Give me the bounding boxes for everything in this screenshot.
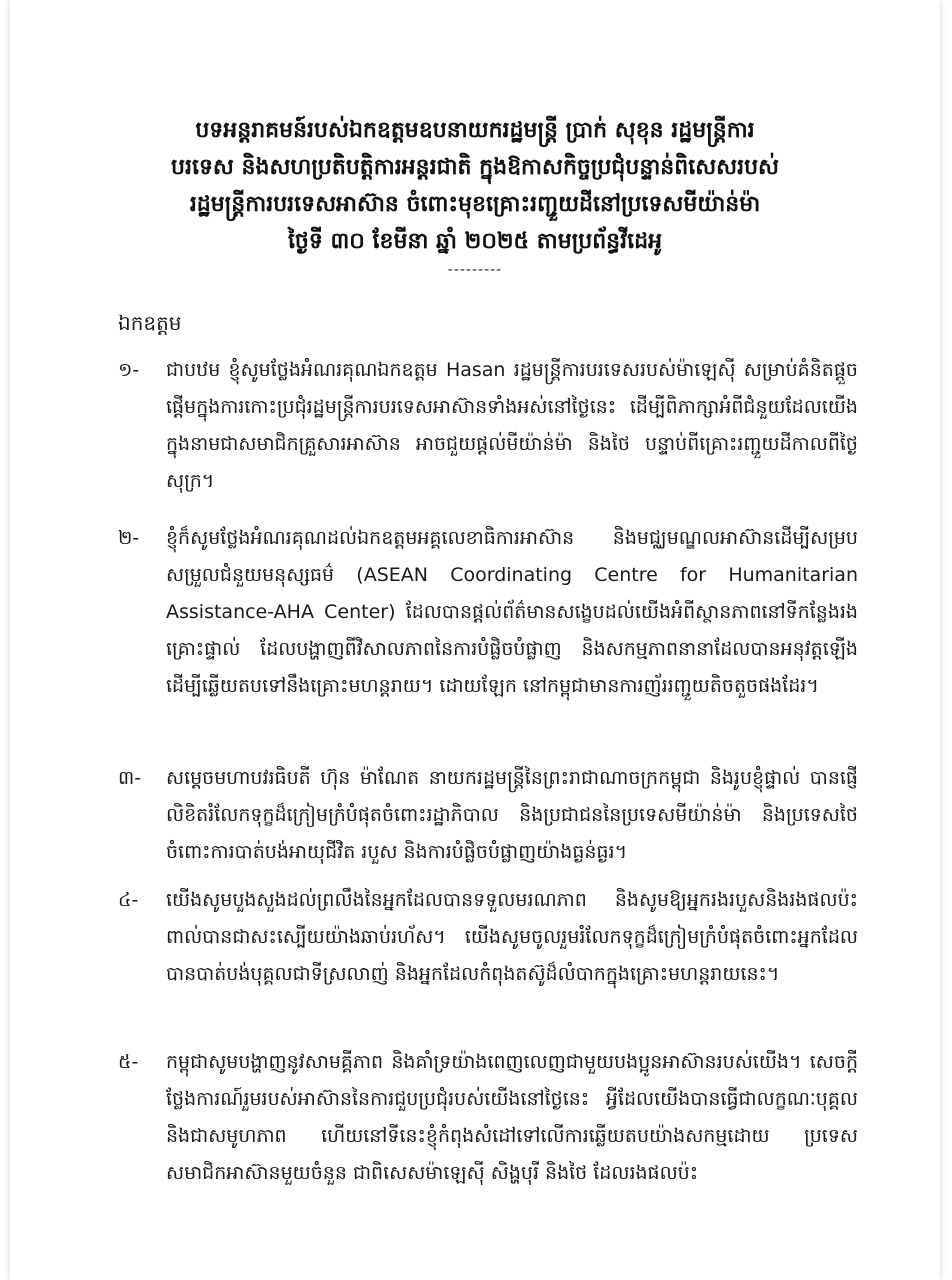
paragraph-1 — [118, 352, 858, 500]
paragraph-3 — [118, 760, 858, 871]
paragraph-number: ១- — [118, 359, 140, 381]
paragraph-text: ជាបឋម ខ្ញុំសូមថ្លែងអំណរគុណឯកឧត្តម Hasan រដ្ឋមន្ត្រីការបរទេសរបស់ម៉ាឡេស៊ី សម្រាប់គំនិតផ្តួចផ្តើមក្នុងការកោះប្រជុំរដ្ឋមន្ត្រីការបរទេសអាស៊ានទាំងអស់នៅថ្ងៃនេះ ដើម្បីពិភាក្សាអំពីជំនួយដែលយើង ក្នុងនាមជាសមាជិកគ្រួសារអាស៊ាន អាចជួយផ្តល់មីយ៉ាន់ម៉ា និងថៃ បន្ទាប់ពីគ្រោះរញ្ជួយដីកាលពីថ្ងៃសុក្រ។ — [166, 359, 858, 492]
paragraph-4 — [118, 882, 858, 993]
paragraph-5 — [118, 1044, 858, 1192]
paragraph-text: យើងសូមបួងសួងដល់ព្រលឹងនៃអ្នកដែលបានទទួលមរណភាព និងសូមឱ្យអ្នករងរបួសនិងរងផលប៉ះពាល់បានជាសះស្បើយយ៉ាងឆាប់រហ័ស។ យើងសូមចូលរួមរំលែកទុក្ខដ៏ក្រៀមក្រំបំផុតចំពោះអ្នកដែលបានបាត់បង់បុគ្គលជាទីស្រលាញ់ និងអ្នកដែលកំពុងតស៊ូដ៏លំបាកក្នុងគ្រោះមហន្តរាយនេះ។ — [166, 889, 858, 985]
salutation: ឯកឧត្តម — [118, 311, 182, 335]
title-line: បទអន្តរាគមន៍របស់ឯកឧត្តមឧបនាយករដ្ឋមន្ត្រី ប្រាក់ សុខុន រដ្ឋមន្ត្រីការ — [195, 118, 755, 143]
title-line: បរទេស និងសហប្រតិបត្តិការអន្តរជាតិ ក្នុងឱកាសកិច្ចប្រជុំបន្ទាន់ពិសេសរបស់ — [171, 155, 779, 180]
title-line: ថ្ងៃទី ៣០ ខែមីនា ឆ្នាំ ២០២៥ តាមប្រព័ន្ធវីដេអូ — [287, 229, 663, 254]
paragraph-text: សម្តេចមហាបវរធិបតី ហ៊ុន ម៉ាណែត នាយករដ្ឋមន្ត្រីនៃព្រះរាជាណាចក្រកម្ពុជា និងរូបខ្ញុំផ្ទាល់ បានផ្ញើលិខិតរំលែកទុក្ខដ៏ក្រៀមក្រំបំផុតចំពោះរដ្ឋាភិបាល និងប្រជាជននៃប្រទេសមីយ៉ាន់ម៉ា និងប្រទេសថៃ ចំពោះការបាត់បង់អាយុជីវិត របួស និងការបំផ្លិចបំផ្លាញយ៉ាងធ្ងន់ធ្ងរ។ — [166, 767, 858, 863]
document-title — [10, 112, 940, 260]
title-line: រដ្ឋមន្ត្រីការបរទេសអាស៊ាន ចំពោះមុខគ្រោះរញ្ជួយដីនៅប្រទេសមីយ៉ាន់ម៉ា — [189, 192, 761, 217]
paragraph-text: ខ្ញុំក៏សូមថ្លែងអំណរគុណដល់ឯកឧត្តមអគ្គលេខាធិការអាស៊ាន និងមជ្ឈមណ្ឌលអាស៊ានដើម្បីសម្របសម្រួលជំនួយមនុស្សធម៌ (ASEAN Coordinating Centre for Humanitarian Assistance-AHA Center) ដែលបានផ្តល់ព័ត៌មានសង្ខេបដល់យើងអំពីស្ថានភាពនៅទីកន្លែងរងគ្រោះផ្ទាល់ ដែលបង្ហាញពីវិសាលភាពនៃការបំផ្លិចបំផ្លាញ និងសកម្មភាពនានាដែលបានអនុវត្តឡើងដើម្បីឆ្លើយតបទៅនឹងគ្រោះមហន្តរាយ។ ដោយឡែក នៅកម្ពុជាមានការញ័ររញ្ជួយតិចតួចផងដែរ។ — [166, 527, 858, 697]
paragraph-2 — [118, 520, 858, 705]
paragraph-text: កម្ពុជាសូមបង្ហាញនូវសាមគ្គីភាព និងគាំទ្រយ៉ាងពេញលេញជាមួយបងប្អូនអាស៊ានរបស់យើង។ សេចក្តីថ្លែងការណ៍រួមរបស់អាស៊ាននៃការជួបប្រជុំរបស់យើងនៅថ្ងៃនេះ អ្វីដែលយើងបានធ្វើជាលក្ខណៈបុគ្គល និងជាសមូហភាព ហើយនៅទីនេះខ្ញុំកំពុងសំដៅទៅលើការឆ្លើយតបយ៉ាងសកម្មដោយ ប្រទេសសមាជិកអាស៊ានមួយចំនួន ជាពិសេសម៉ាឡេស៊ី សិង្ហបុរី និងថៃ ដែលរងផលប៉ះ — [166, 1051, 858, 1184]
paragraph-number: ៣- — [118, 767, 142, 789]
document-page — [10, 0, 940, 1280]
title-separator: --------- — [447, 262, 503, 278]
paragraph-number: ២- — [118, 527, 140, 549]
paragraph-number: ៤- — [118, 889, 139, 911]
paragraph-number: ៥- — [118, 1051, 139, 1073]
